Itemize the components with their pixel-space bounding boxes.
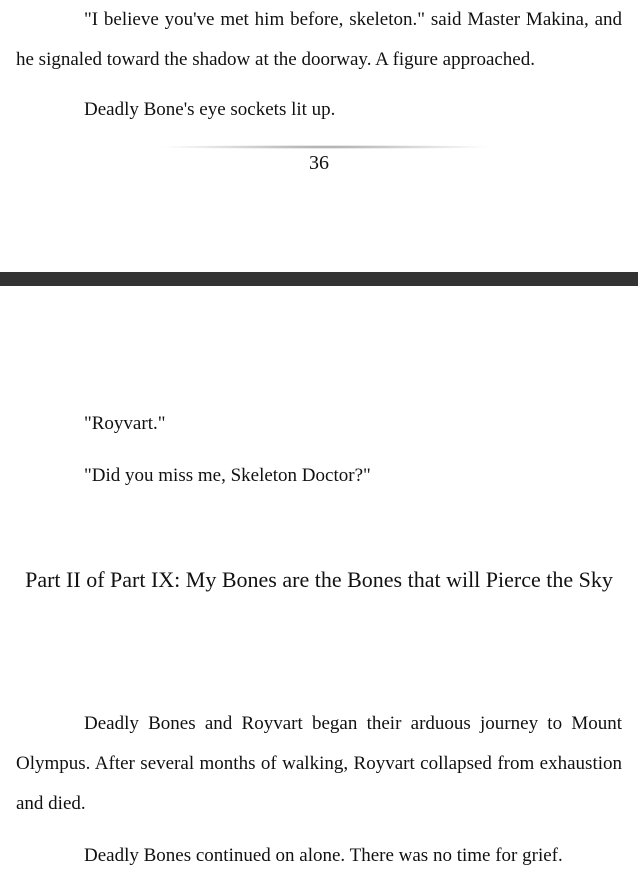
page-number: 36 — [309, 152, 329, 174]
chapter-heading: Part II of Part IX: My Bones are the Bones that will Pierce the Sky — [25, 567, 613, 592]
paragraph-journey: Deadly Bones and Royvart began their arduous journey to Mount Olympus. After several months of walking, Royvart collapsed from exhaustion and died. — [16, 713, 622, 814]
paragraph-continued-alone: Deadly Bones continued on alone. There was no time for grief. — [84, 845, 563, 866]
page-number-divider — [160, 145, 490, 149]
paragraph-makina: "I believe you've met him before, skeleton." said Master Makina, and he signaled toward the shadow at the doorway. A figure approached. — [16, 9, 622, 70]
page-separator — [0, 272, 638, 286]
document-page-top — [0, 0, 638, 272]
paragraph-royvart: "Royvart." — [84, 413, 166, 434]
paragraph-eye-sockets: Deadly Bone's eye sockets lit up. — [84, 99, 336, 120]
paragraph-miss-me: "Did you miss me, Skeleton Doctor?" — [84, 465, 371, 486]
